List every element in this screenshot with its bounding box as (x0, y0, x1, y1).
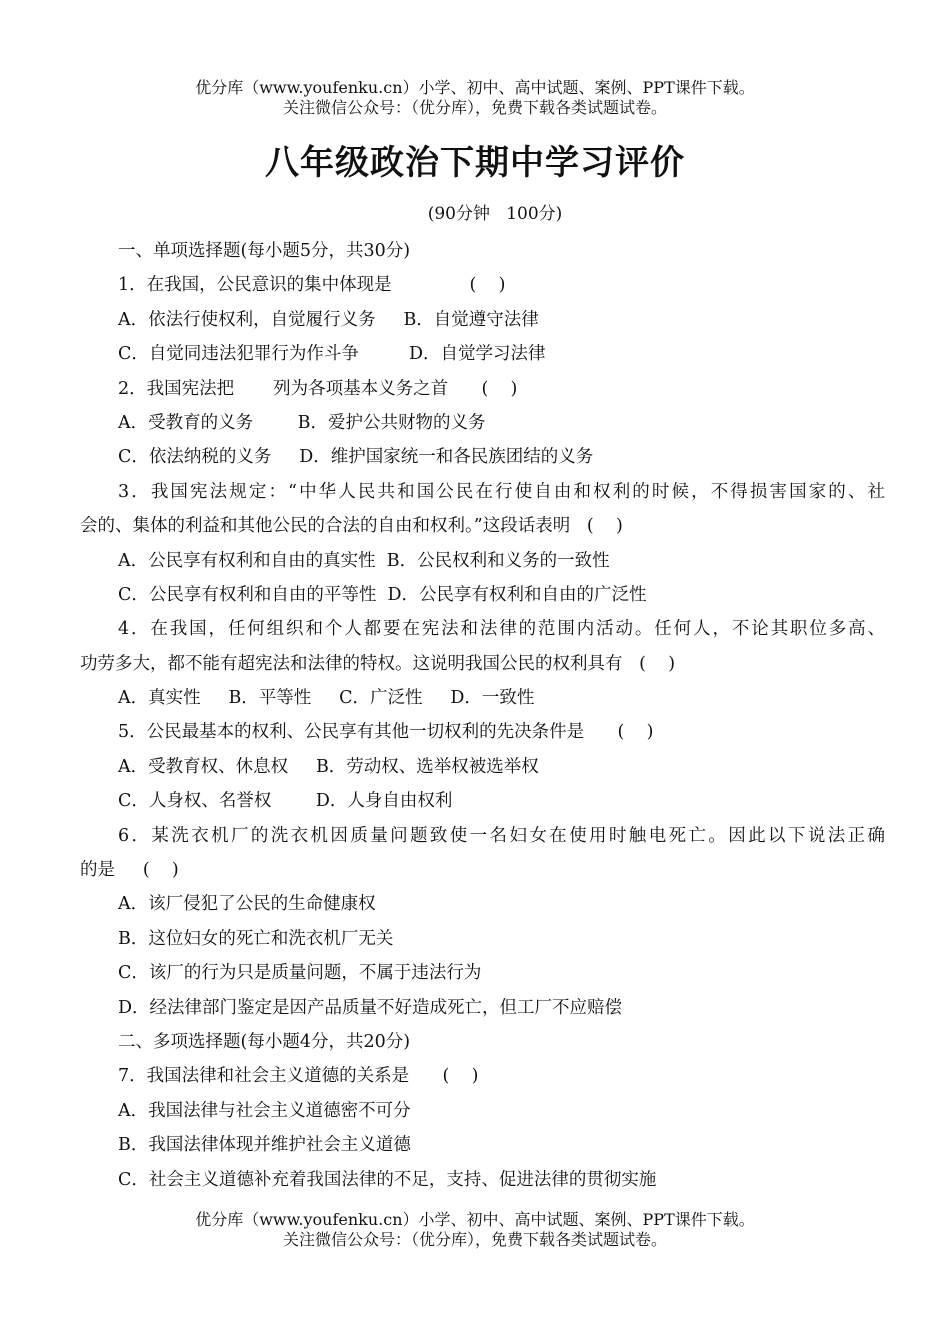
question-6-option-d: D．经法律部门鉴定是因产品质量不好造成死亡，但工厂不应赔偿 (118, 997, 623, 1018)
question-6-option-b: B．这位妇女的死亡和洗衣机厂无关 (118, 928, 394, 949)
question-2-options-ab: A．受教育的义务 B．爱护公共财物的义务 (118, 412, 486, 433)
question-3-stem-line-1: 3．我国宪法规定：“中华人民共和国公民在行使自由和权利的时候，不得损害国家的、社 (118, 481, 885, 502)
question-4-stem-line-1: 4．在我国，任何组织和个人都要在宪法和法律的范围内活动。任何人，不论其职位多高、 (118, 619, 885, 640)
question-5-options-ab: A．受教育权、休息权 B．劳动权、选举权被选举权 (118, 756, 539, 777)
question-5-stem: 5．公民最基本的权利、公民享有其他一切权利的先决条件是 ( ) (118, 722, 654, 743)
footer-line-1: 优分库（www.youfenku.cn）小学、初中、高中试题、案例、PPT课件下载。 (195, 1210, 755, 1229)
question-1-options-cd: C．自觉同违法犯罪行为作斗争 D．自觉学习法律 (118, 344, 546, 365)
footer-banner (0, 1210, 950, 1250)
section-heading-single-choice: 一、单项选择题(每小题5分，共30分) (118, 241, 411, 261)
exam-duration-score: (90分钟 100分) (427, 204, 563, 224)
question-2-stem: 2．我国宪法把 列为各项基本义务之首 ( ) (118, 378, 518, 399)
question-2-options-cd: C．依法纳税的义务 D．维护国家统一和各民族团结的义务 (118, 447, 594, 468)
question-1-stem: 1．在我国，公民意识的集中体现是 ( ) (118, 275, 506, 296)
question-6-stem-line-1: 6．某洗衣机厂的洗衣机因质量问题致使一名妇女在使用时触电死亡。因此以下说法正确 (118, 825, 885, 846)
question-3-options-cd: C．公民享有权利和自由的平等性 D．公民享有权利和自由的广泛性 (118, 584, 647, 605)
question-1-options-ab: A．依法行使权利，自觉履行义务 B．自觉遵守法律 (118, 309, 539, 330)
question-4-options: A．真实性 B．平等性 C．广泛性 D．一致性 (118, 688, 535, 709)
question-7-stem: 7．我国法律和社会主义道德的关系是 ( ) (118, 1066, 479, 1087)
question-5-options-cd: C．人身权、名誉权 D．人身自由权利 (118, 791, 453, 812)
question-6-option-c: C．该厂的行为只是质量问题，不属于违法行为 (118, 963, 482, 984)
footer-line-2: 关注微信公众号：（优分库），免费下载各类试题试卷。 (282, 1230, 667, 1249)
question-4-stem-line-2: 功劳多大，都不能有超宪法和法律的特权。这说明我国公民的权利具有 ( ) (80, 653, 676, 674)
question-7-option-c: C．社会主义道德补充着我国法律的不足，支持、促进法律的贯彻实施 (118, 1169, 657, 1190)
question-7-option-a: A．我国法律与社会主义道德密不可分 (118, 1100, 411, 1121)
question-3-stem-line-2: 会的、集体的利益和其他公民的合法的自由和权利。”这段话表明 ( ) (80, 516, 623, 537)
question-6-option-a: A．该厂侵犯了公民的生命健康权 (118, 894, 376, 915)
question-3-options-ab: A．公民享有权利和自由的真实性 B．公民权利和义务的一致性 (118, 550, 610, 571)
page-title: 八年级政治下期中学习评价 (265, 143, 685, 183)
exam-content (80, 234, 885, 1197)
header-line-1: 优分库（www.youfenku.cn）小学、初中、高中试题、案例、PPT课件下载。 (195, 78, 755, 97)
header-banner (0, 78, 950, 118)
question-6-stem-line-2: 的是 ( ) (80, 860, 179, 881)
question-7-option-b: B．我国法律体现并维护社会主义道德 (118, 1135, 411, 1156)
section-heading-multi-choice: 二、多项选择题(每小题4分，共20分) (118, 1031, 411, 1052)
header-line-2: 关注微信公众号：（优分库），免费下载各类试题试卷。 (282, 98, 667, 117)
